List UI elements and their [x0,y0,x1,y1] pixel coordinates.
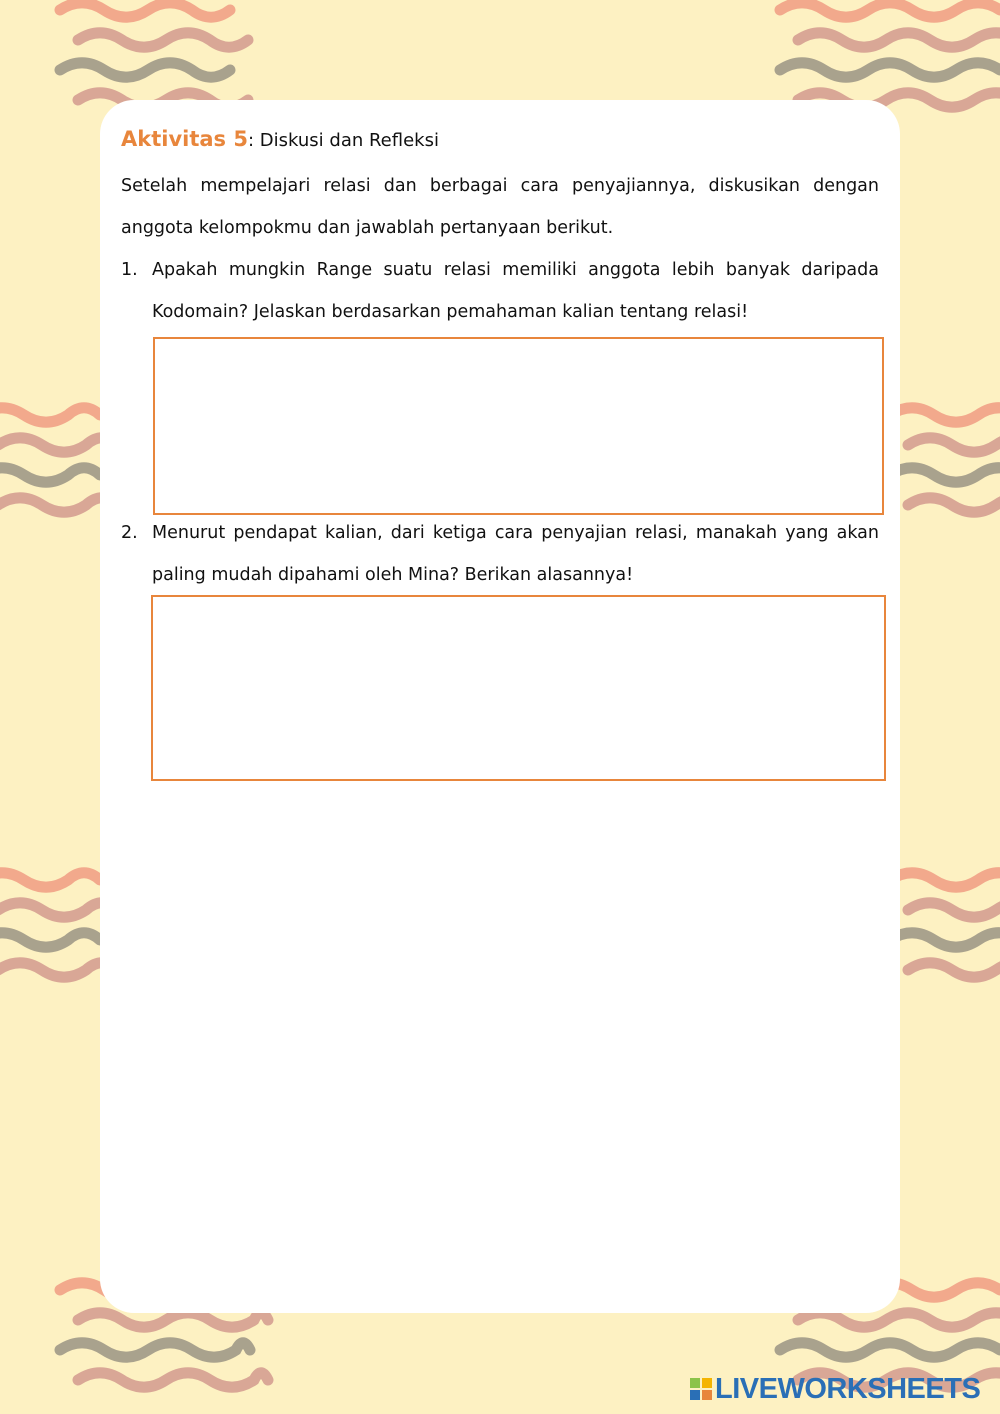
wave-decoration [60,3,230,17]
question-2-text: Menurut pendapat kalian, dari ketiga cara penyajian relasi, manakah yang akan paling mudah dipahami oleh Mina? Berikan alasannya! [152,523,879,585]
wave-decoration [780,63,1000,77]
answer-2-input[interactable] [151,595,886,781]
wave-decoration [798,33,1000,47]
wave-decoration [0,933,100,947]
question-1 [121,249,879,333]
liveworksheets-logo [690,1374,980,1404]
answer-1-input[interactable] [153,337,884,515]
question-1-number: 1. [121,260,138,280]
wave-decoration [890,468,1000,482]
wave-decoration [908,498,1000,512]
liveworksheets-logo-icon [690,1378,712,1400]
wave-decoration [78,33,248,47]
question-2-number: 2. [121,523,138,543]
wave-decoration [798,1313,1000,1327]
wave-decoration [0,468,100,482]
wave-decoration [0,873,100,887]
activity-label: Aktivitas 5 [121,127,248,151]
wave-decoration [780,3,1000,17]
wave-decoration [890,933,1000,947]
wave-decoration [908,963,1000,977]
wave-decoration [908,903,1000,917]
wave-decoration [78,1373,268,1387]
activity-title [121,124,439,156]
wave-decoration [908,438,1000,452]
wave-decoration [890,408,1000,422]
activity-subtitle: : Diskusi dan Refleksi [247,130,439,151]
wave-decoration [60,1343,250,1357]
wave-decoration [60,63,230,77]
wave-decoration [78,1313,268,1327]
wave-decoration [780,1343,1000,1357]
liveworksheets-logo-text: LIVEWORKSHEETS [715,1373,981,1405]
wave-decoration [890,873,1000,887]
intro-text: Setelah mempelajari relasi dan berbagai cara penyajiannya, diskusikan dengan anggota kelompokmu dan jawablah pertanyaan berikut. [121,176,879,238]
question-2 [121,512,879,596]
question-1-text: Apakah mungkin Range suatu relasi memiliki anggota lebih banyak daripada Kodomain? Jelaskan berdasarkan pemahaman kalian tentang relasi! [152,260,879,322]
wave-decoration [0,408,100,422]
